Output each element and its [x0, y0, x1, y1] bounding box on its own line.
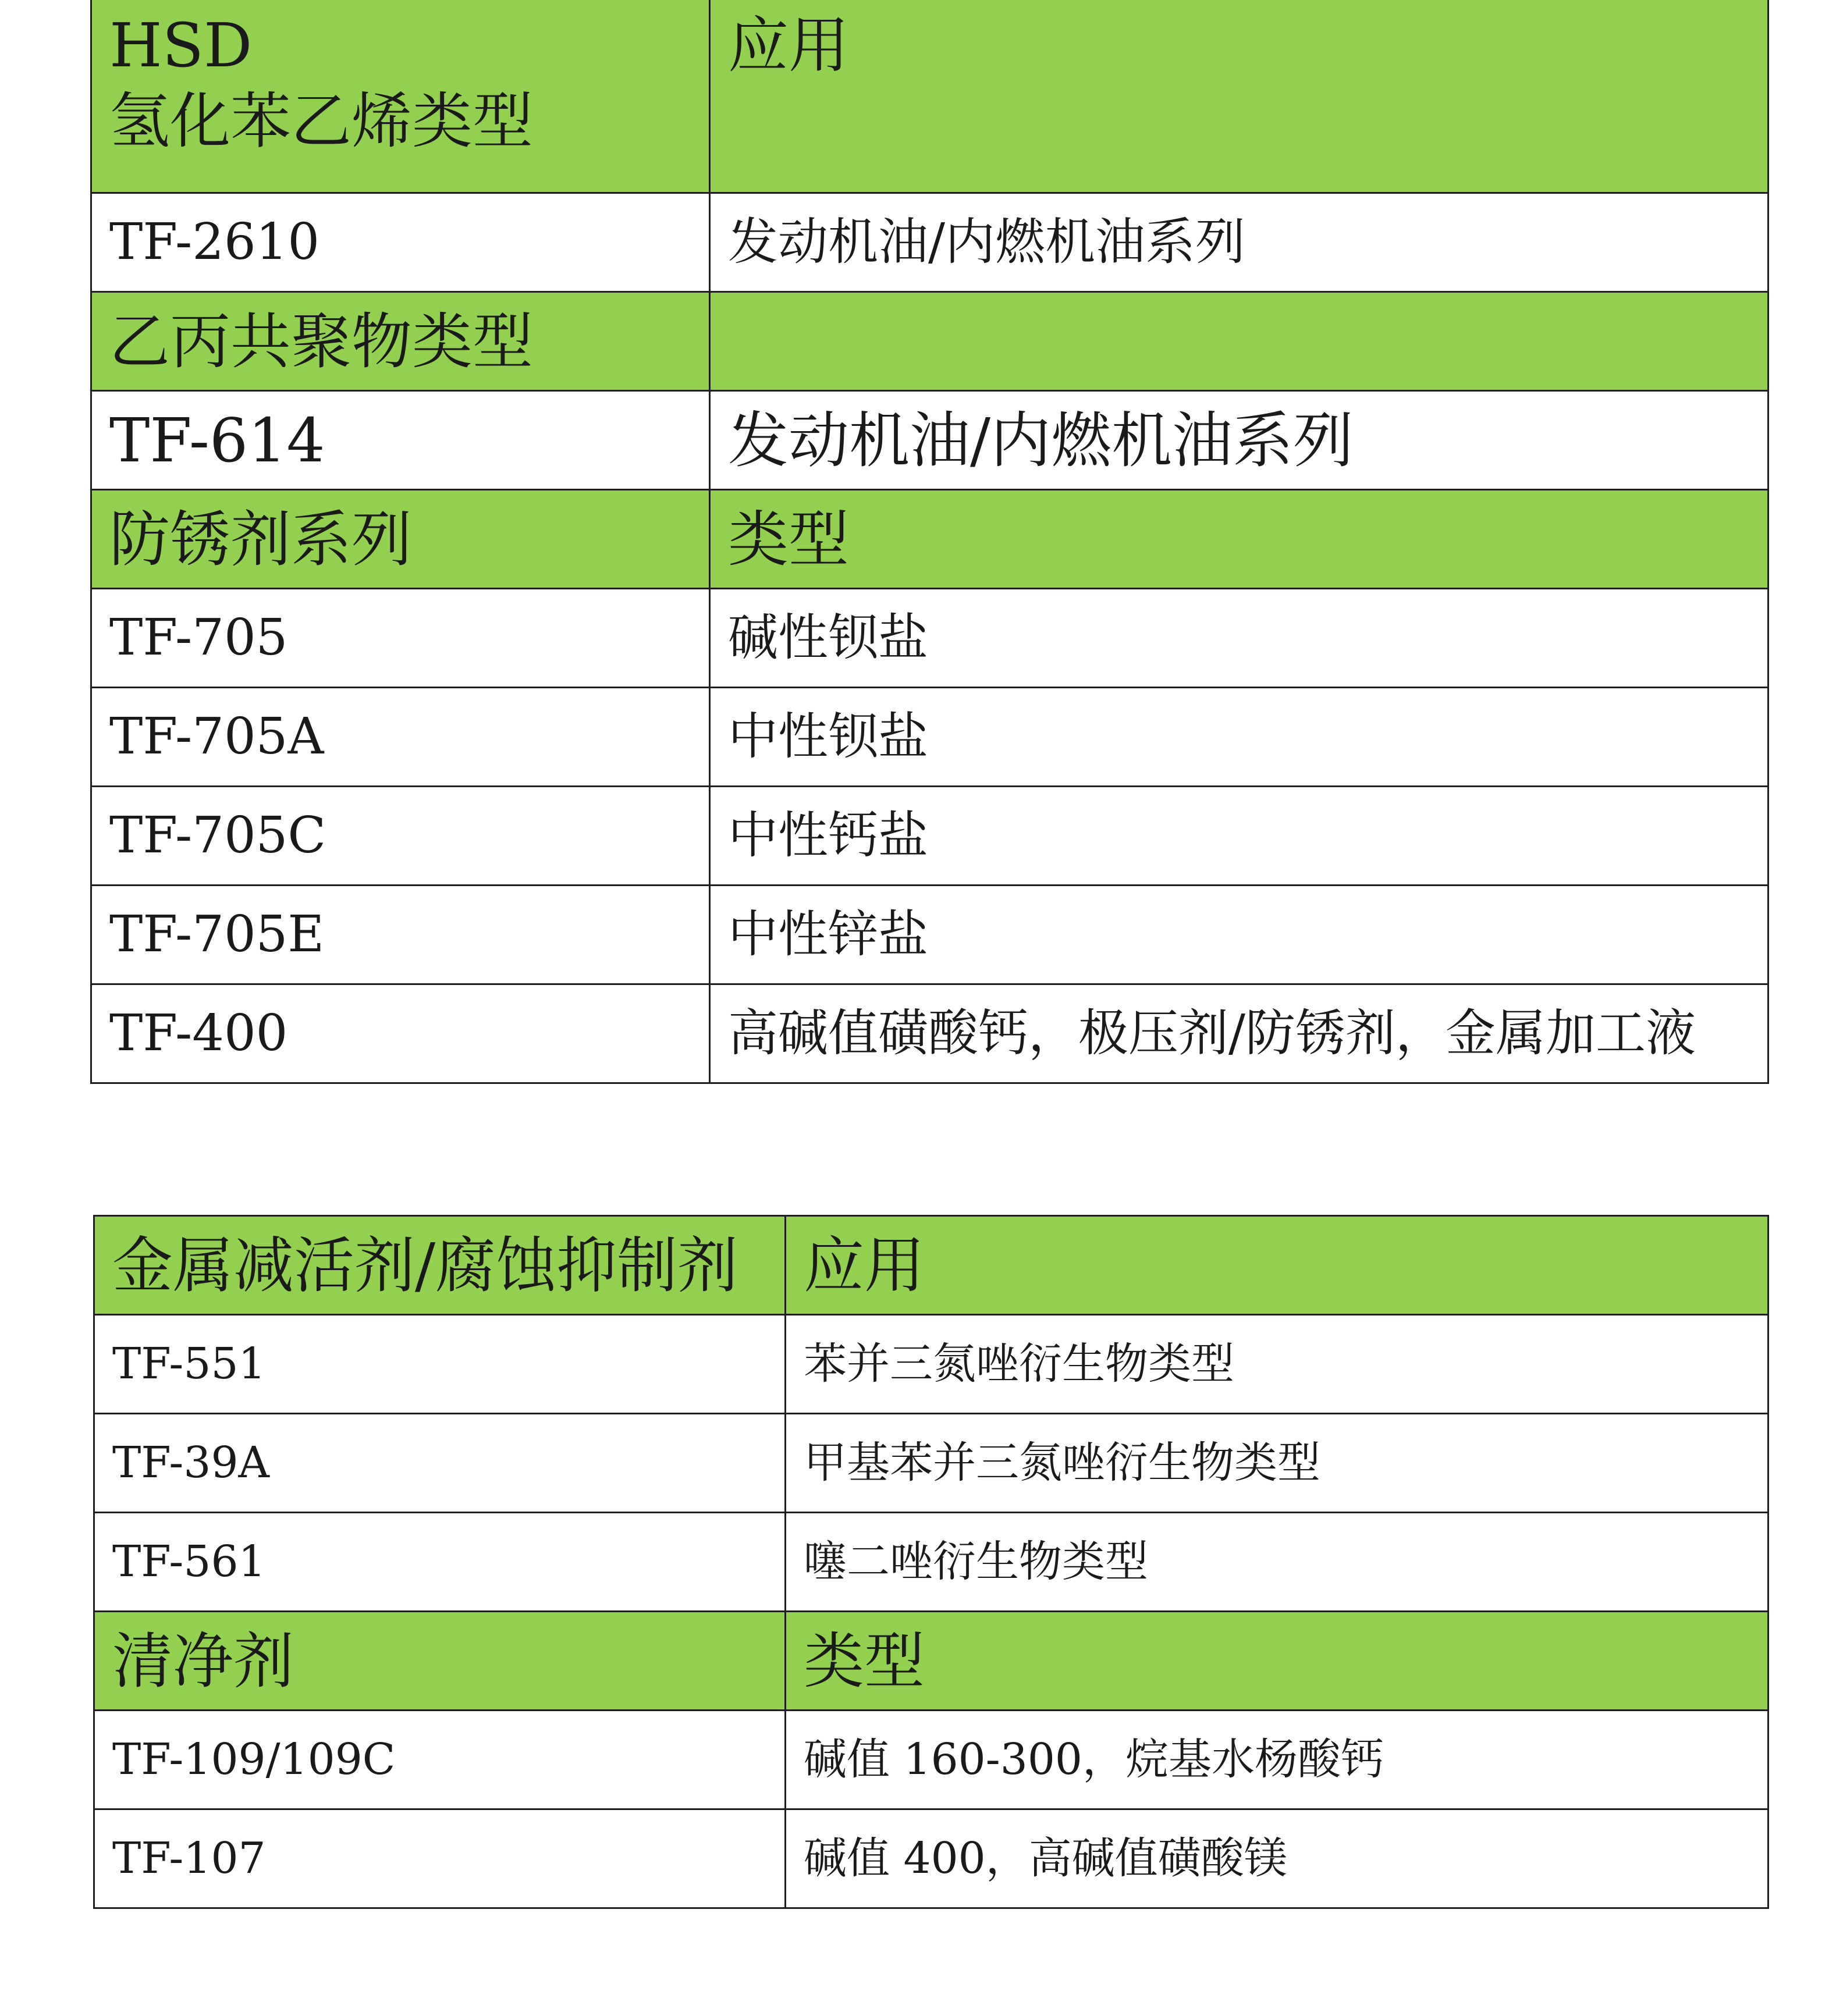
section-title-cell: 清净剂 — [94, 1612, 786, 1711]
type-cell: 中性钡盐 — [710, 688, 1768, 787]
table-row — [94, 1809, 1768, 1908]
section-type-cell: 类型 — [786, 1612, 1768, 1711]
product-code-cell: TF-705E — [91, 886, 710, 984]
table-row — [94, 1711, 1768, 1809]
table-row — [94, 1414, 1768, 1513]
product-code-cell: TF-109/109C — [94, 1711, 786, 1809]
product-code-cell: TF-551 — [94, 1315, 786, 1414]
table-row — [91, 984, 1768, 1083]
type-cell: 中性锌盐 — [710, 886, 1768, 984]
application-cell: 甲基苯并三氮唑衍生物类型 — [786, 1414, 1768, 1513]
header-application-cell: 应用 — [710, 0, 1768, 193]
product-code-cell: TF-2610 — [91, 193, 710, 292]
type-cell: 高碱值磺酸钙，极压剂/防锈剂，金属加工液 — [710, 984, 1768, 1083]
application-cell: 发动机油/内燃机油系列 — [710, 193, 1768, 292]
table-row — [91, 886, 1768, 984]
metal-deactivator-product-table — [93, 1215, 1769, 1909]
table-row — [91, 391, 1768, 490]
section-type-cell: 类型 — [710, 490, 1768, 589]
header-category-cell: 金属减活剂/腐蚀抑制剂 — [94, 1216, 786, 1315]
type-cell: 碱性钡盐 — [710, 589, 1768, 688]
section-header-row — [91, 292, 1768, 391]
table-row — [94, 1513, 1768, 1612]
product-code-cell: TF-400 — [91, 984, 710, 1083]
header-application-cell: 应用 — [786, 1216, 1768, 1315]
application-cell: 苯并三氮唑衍生物类型 — [786, 1315, 1768, 1414]
product-code-cell: TF-107 — [94, 1809, 786, 1908]
table-row — [91, 193, 1768, 292]
product-code-cell: TF-705 — [91, 589, 710, 688]
product-code-cell: TF-705A — [91, 688, 710, 787]
table-row — [91, 787, 1768, 886]
application-cell: 噻二唑衍生物类型 — [786, 1513, 1768, 1612]
section-header-row — [94, 1612, 1768, 1711]
section-title-cell: 防锈剂系列 — [91, 490, 710, 589]
product-code-cell: TF-39A — [94, 1414, 786, 1513]
table-row — [91, 688, 1768, 787]
table-header-row — [94, 1216, 1768, 1315]
product-code-cell: TF-561 — [94, 1513, 786, 1612]
product-code-cell: TF-705C — [91, 787, 710, 886]
table-row — [91, 589, 1768, 688]
type-cell: 碱值 400，高碱值磺酸镁 — [786, 1809, 1768, 1908]
section-header-row — [91, 490, 1768, 589]
type-cell: 碱值 160-300，烷基水杨酸钙 — [786, 1711, 1768, 1809]
table-header-row — [91, 0, 1768, 193]
header-category-line1: HSD — [109, 10, 253, 81]
type-cell: 中性钙盐 — [710, 787, 1768, 886]
header-category-line2: 氢化苯乙烯类型 — [109, 86, 534, 157]
application-cell: 发动机油/内燃机油系列 — [710, 391, 1768, 490]
table-row — [94, 1315, 1768, 1414]
product-code-cell: TF-614 — [91, 391, 710, 490]
hsd-product-table — [90, 0, 1769, 1084]
section-title-cell: 乙丙共聚物类型 — [91, 292, 710, 391]
header-category-cell — [91, 0, 710, 193]
section-type-cell — [710, 292, 1768, 391]
